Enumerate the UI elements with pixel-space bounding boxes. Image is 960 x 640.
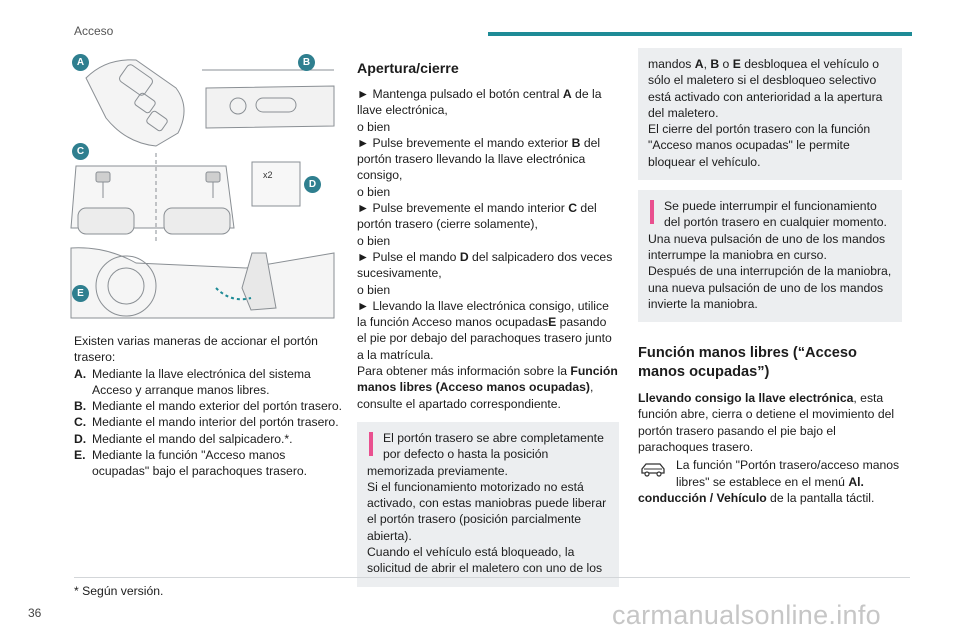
or-text: o bien	[357, 119, 391, 134]
info-icon	[369, 432, 373, 456]
note-text: Se puede interrumpir el funcionamiento del portón trasero en cualquier momento.	[664, 199, 887, 230]
list-item	[74, 447, 344, 480]
footnote-divider	[74, 577, 910, 578]
heading-manos-libres: Función manos libres (“Acceso manos ocupadas”)	[638, 345, 857, 381]
step-3	[357, 200, 619, 233]
list-text: Mediante el mando exterior del portón trasero.	[92, 399, 342, 414]
list-key: A.	[74, 366, 87, 381]
badge-c: C	[72, 143, 89, 160]
section-title: Acceso	[74, 24, 114, 38]
note-span: ,	[703, 57, 711, 71]
para-bold: Llevando consigo la llave electrónica	[638, 391, 854, 406]
note-text: Si el funcionamiento motorizado no está activado, con estas maniobras puede liberar el portón trasero (posición parcialmente abierta).	[367, 479, 607, 543]
info-note-2	[638, 190, 902, 322]
more-info	[357, 363, 619, 412]
column-1	[74, 333, 344, 480]
step-key: A	[562, 87, 572, 101]
info-icon	[650, 200, 654, 224]
step-key: D	[459, 249, 469, 264]
para-text: de la pantalla táctil.	[766, 490, 875, 505]
or-text: o bien	[357, 184, 391, 199]
note-span: mandos	[648, 57, 695, 71]
note-key: A	[694, 57, 704, 71]
para-text: La función "Portón trasero/acceso manos libres" se establece en el menú	[676, 458, 900, 489]
step-key: C	[568, 201, 578, 216]
list-text: Mediante la función "Acceso manos ocupadas" bajo el parachoques trasero.	[92, 448, 308, 479]
list-text: Mediante la llave electrónica del sistema Acceso y arranque manos libres.	[92, 366, 311, 397]
heading-apertura: Apertura/cierre	[357, 61, 459, 77]
info-note	[357, 422, 619, 587]
dashboard-button-label: x2	[263, 170, 273, 180]
note-key: B	[710, 57, 720, 71]
step-key: E	[548, 315, 557, 330]
page-number: 36	[28, 606, 42, 620]
list-item	[74, 414, 344, 430]
or-text: o bien	[357, 282, 391, 297]
list-text: Mediante el mando interior del portón trasero.	[92, 415, 339, 430]
info-note-continued	[638, 48, 902, 180]
footnote: * Según versión.	[74, 584, 164, 598]
step-text: del portón trasero llevando la llave electrónica consigo,	[357, 135, 601, 183]
list-key: C.	[74, 415, 87, 430]
intro-text: Existen varias maneras de accionar el portón trasero:	[74, 334, 318, 365]
step-text: ► Pulse el mando	[357, 249, 460, 264]
list-key: D.	[74, 431, 87, 446]
step-text: ► Mantenga pulsado el botón central	[357, 87, 563, 101]
list-item	[74, 398, 344, 414]
note-text: Cuando el vehículo está bloqueado, la solicitud de abrir el maletero con uno de los	[367, 545, 603, 576]
step-text: ► Pulse brevemente el mando interior	[357, 201, 569, 216]
step-text: de la llave electrónica,	[357, 87, 602, 118]
step-text: ► Pulse brevemente el mando exterior	[357, 135, 572, 150]
watermark: carmanualsonline.info	[612, 600, 881, 630]
step-key: B	[571, 135, 581, 150]
badge-a: A	[72, 54, 89, 71]
column-2	[357, 60, 619, 587]
column-3	[638, 48, 902, 506]
list-item	[74, 366, 344, 399]
info-text: , consulte el apartado correspondiente.	[357, 380, 594, 411]
paragraph-with-icon	[638, 457, 902, 506]
step-text: del portón trasero (cierre solamente),	[357, 201, 597, 232]
badge-e: E	[72, 285, 89, 302]
note-span: o	[719, 57, 733, 71]
info-link-text: Función manos libres (Acceso manos ocupadas)	[357, 364, 618, 395]
paragraph	[638, 390, 902, 455]
tailgate-drawing	[66, 48, 344, 326]
list-item	[74, 431, 344, 447]
info-text: Para obtener más información sobre la	[357, 364, 571, 379]
step-text: pasando el pie por debajo del parachoques trasero junto a la matrícula.	[357, 315, 612, 362]
note-span: desbloquea el vehículo o sólo el maletero si el desbloqueo selectivo está activado con anterioridad a la apertura del maletero.	[648, 57, 883, 120]
step-text: ► Llevando la llave electrónica consigo, utilice la función Acceso manos ocupadas	[357, 298, 609, 330]
step-4	[357, 249, 619, 282]
list-key: E.	[74, 448, 86, 463]
header-accent-bar	[488, 32, 912, 36]
note-key: E	[732, 57, 741, 71]
badge-d: D	[304, 176, 321, 193]
or-text: o bien	[357, 233, 391, 248]
para-text: , esta función abre, cierra o detiene el movimiento del portón trasero pasando el pie bajo el parachoques trasero.	[638, 391, 895, 455]
list-key: B.	[74, 399, 87, 414]
note-text	[648, 56, 892, 121]
badge-b: B	[298, 54, 315, 71]
step-text: del salpicadero dos veces sucesivamente,	[357, 249, 613, 281]
car-icon	[638, 459, 668, 479]
tailgate-illustration	[66, 48, 344, 326]
note-text: El portón trasero se abre completamente por defecto o hasta la posición memorizada previamente.	[367, 430, 604, 478]
step-2	[357, 135, 619, 184]
list-text: Mediante el mando del salpicadero.*.	[92, 431, 293, 446]
note-text: Una nueva pulsación de uno de los mandos interrumpe la maniobra en curso.	[648, 231, 886, 262]
note-text: El cierre del portón trasero con la función "Acceso manos ocupadas" le permite bloquear el vehículo.	[648, 122, 871, 169]
step-1	[357, 86, 619, 119]
note-text: Después de una interrupción de la maniobra, una nueva pulsación de uno de los mandos invierte la maniobra.	[648, 264, 892, 311]
step-5	[357, 298, 619, 363]
menu-path: Al. conducción / Vehículo	[638, 474, 864, 505]
